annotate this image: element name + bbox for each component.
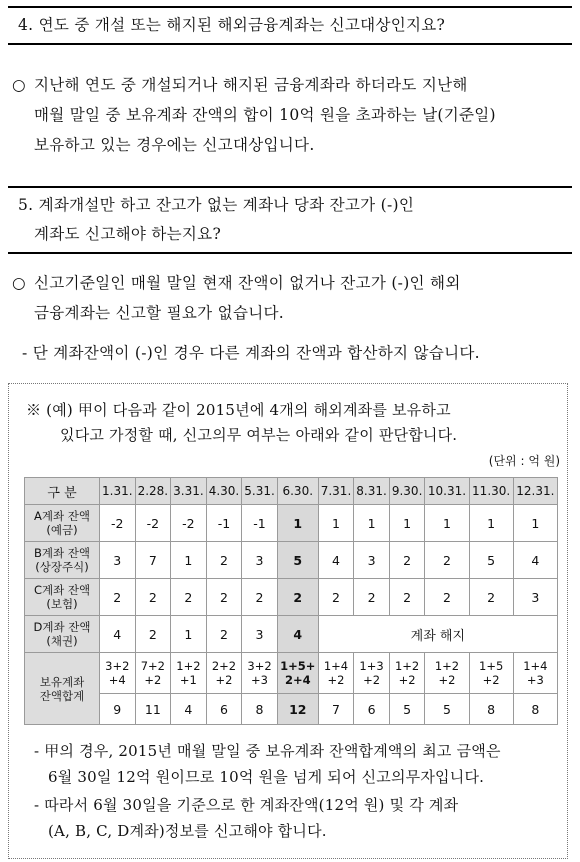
formula-line2: +2 — [215, 673, 233, 687]
table-cell: 1 — [318, 505, 354, 542]
table-cell: -1 — [206, 505, 242, 542]
sum-value-cell: 8 — [242, 694, 278, 725]
row-label-line1: B계좌 잔액 — [34, 546, 90, 560]
table-cell: 1 — [469, 505, 513, 542]
note-1-line2: 6월 30일 12억 원이므로 10억 원을 넘게 되어 신고의무자입니다. — [48, 768, 485, 786]
table-cell: 2 — [242, 579, 278, 616]
formula-line2: 2+4 — [284, 673, 311, 687]
balance-table — [24, 477, 558, 725]
table-cell: 2 — [206, 616, 242, 653]
question-5-line1: 5. 계좌개설만 하고 잔고가 없는 계좌나 당좌 잔고가 (-)인 — [18, 196, 415, 214]
example-note-1 — [34, 738, 566, 790]
month-header: 11.30. — [469, 478, 513, 505]
table-cell: 2 — [469, 579, 513, 616]
table-cell: 1 — [354, 505, 390, 542]
sum-value-cell: 8 — [469, 694, 513, 725]
table-cell: 3 — [354, 542, 390, 579]
table-cell: 2 — [135, 579, 171, 616]
table-row — [25, 579, 558, 616]
table-cell: -2 — [135, 505, 171, 542]
sum-formula-cell-highlight — [277, 653, 318, 694]
table-header-label: 구 분 — [25, 478, 100, 505]
table-cell: 3 — [513, 579, 557, 616]
row-label — [25, 505, 100, 542]
formula-line2: +3 — [251, 673, 268, 687]
formula-line1: 3+2 — [105, 659, 130, 673]
table-cell: 5 — [469, 542, 513, 579]
sum-formula-cell — [513, 653, 557, 694]
month-header: 5.31. — [242, 478, 278, 505]
month-header: 6.30. — [277, 478, 318, 505]
formula-line1: 1+5 — [479, 659, 504, 673]
month-header: 2.28. — [135, 478, 171, 505]
table-cell: 3 — [242, 616, 278, 653]
sum-row-label — [25, 653, 100, 725]
sum-value-cell: 11 — [135, 694, 171, 725]
table-cell: 2 — [100, 579, 136, 616]
table-cell-highlight: 4 — [277, 616, 318, 653]
question-4-text: 4. 연도 중 개설 또는 해지된 해외금융계좌는 신고대상인지요? — [18, 16, 446, 34]
answer-5-dash-note: - 단 계좌잔액이 (-)인 경우 다른 계좌의 잔액과 합산하지 않습니다. — [22, 344, 480, 362]
sum-value-cell: 4 — [171, 694, 207, 725]
row-label-line1: A계좌 잔액 — [34, 509, 90, 523]
answer-4-line3: 보유하고 있는 경우에는 신고대상입니다. — [34, 136, 315, 154]
answer-4-line1: 지난해 연도 중 개설되거나 해지된 금융계좌라 하더라도 지난해 — [34, 76, 468, 94]
row-label-line2: (예금) — [46, 523, 78, 537]
row-label-line2: (채권) — [46, 634, 78, 648]
table-cell: 2 — [354, 579, 390, 616]
answer-4 — [12, 70, 572, 160]
table-cell: 2 — [425, 542, 469, 579]
sum-value-cell: 7 — [318, 694, 354, 725]
formula-line1: 1+5+ — [280, 659, 316, 673]
table-cell: 4 — [318, 542, 354, 579]
table-cell: 4 — [513, 542, 557, 579]
table-row — [25, 505, 558, 542]
table-cell: 2 — [135, 616, 171, 653]
table-header-row — [25, 478, 558, 505]
formula-line1: 2+2 — [211, 659, 237, 673]
account-closed-cell: 계좌 해지 — [318, 616, 557, 653]
table-cell: 1 — [513, 505, 557, 542]
formula-line2: +2 — [438, 673, 456, 687]
sum-value-cell-highlight: 12 — [277, 694, 318, 725]
table-cell: 2 — [318, 579, 354, 616]
row-label-line2: (보험) — [46, 597, 78, 611]
answer-5-line1: 신고기준일인 매월 말일 현재 잔액이 없거나 잔고가 (-)인 해외 — [34, 274, 461, 292]
month-header: 7.31. — [318, 478, 354, 505]
sum-formula-cell — [135, 653, 171, 694]
table-cell: 2 — [389, 542, 425, 579]
example-intro — [26, 398, 566, 448]
table-cell: -1 — [242, 505, 278, 542]
table-cell: 7 — [135, 542, 171, 579]
formula-line1: 3+2 — [247, 659, 272, 673]
table-row — [25, 542, 558, 579]
sum-value-cell: 5 — [425, 694, 469, 725]
formula-line1: 1+4 — [323, 659, 349, 673]
formula-line1: 1+2 — [434, 659, 460, 673]
note-1-line1: - 甲의 경우, 2015년 매월 말일 중 보유계좌 잔액합계액의 최고 금액은 — [34, 742, 501, 760]
sum-value-cell: 5 — [389, 694, 425, 725]
answer-4-line2: 매월 말일 중 보유계좌 잔액의 합이 10억 원을 초과하는 날(기준일) — [34, 106, 496, 124]
answer-5 — [12, 268, 572, 328]
table-cell: 1 — [171, 542, 207, 579]
table-cell-highlight: 1 — [277, 505, 318, 542]
table-cell: 2 — [389, 579, 425, 616]
sum-formula-cell — [171, 653, 207, 694]
row-label-line1: D계좌 잔액 — [33, 620, 91, 634]
formula-line1: 7+2 — [140, 659, 165, 673]
month-header: 3.31. — [171, 478, 207, 505]
table-cell: 1 — [171, 616, 207, 653]
formula-line2: +3 — [526, 673, 544, 687]
table-cell: 3 — [100, 542, 136, 579]
sum-formula-cell — [206, 653, 242, 694]
sum-value-cell: 8 — [513, 694, 557, 725]
month-header: 12.31. — [513, 478, 557, 505]
unit-label: (단위 : 억 원) — [488, 454, 560, 468]
sum-formula-cell — [389, 653, 425, 694]
table-cell: 2 — [425, 579, 469, 616]
question-4 — [8, 6, 572, 45]
sum-formula-cell — [318, 653, 354, 694]
sum-value-cell: 6 — [354, 694, 390, 725]
answer-5-line2: 금융계좌는 신고할 필요가 없습니다. — [34, 304, 285, 322]
sum-formula-cell — [242, 653, 278, 694]
table-cell: 3 — [242, 542, 278, 579]
table-cell: 1 — [389, 505, 425, 542]
row-label — [25, 616, 100, 653]
formula-line2: +2 — [144, 673, 162, 687]
month-header: 9.30. — [389, 478, 425, 505]
table-cell: 1 — [425, 505, 469, 542]
sum-label-line2: 잔액합계 — [39, 688, 85, 703]
table-cell: -2 — [100, 505, 136, 542]
formula-line2: +2 — [363, 673, 381, 687]
row-label-line2: (상장주식) — [35, 560, 89, 574]
bullet-circle-icon: ○ — [12, 274, 26, 292]
formula-line2: +2 — [327, 673, 345, 687]
row-label — [25, 542, 100, 579]
table-cell: 2 — [171, 579, 207, 616]
formula-line2: +1 — [179, 673, 197, 687]
sum-formula-cell — [425, 653, 469, 694]
table-cell-highlight: 5 — [277, 542, 318, 579]
question-5 — [8, 186, 572, 254]
table-cell: 4 — [100, 616, 136, 653]
formula-line2: +4 — [108, 673, 126, 687]
sum-formula-cell — [469, 653, 513, 694]
formula-line1: 1+2 — [394, 659, 420, 673]
note-2-line1: - 따라서 6월 30일을 기준으로 한 계좌잔액(12억 원) 및 각 계좌 — [34, 796, 459, 814]
bullet-circle-icon: ○ — [12, 76, 26, 94]
sum-formula-row — [25, 653, 558, 694]
sum-label-line1: 보유계좌 — [39, 674, 85, 689]
sum-formula-cell — [354, 653, 390, 694]
question-5-line2: 계좌도 신고해야 하는지요? — [34, 225, 222, 243]
table-cell-highlight: 2 — [277, 579, 318, 616]
formula-line2: +2 — [398, 673, 416, 687]
formula-line1: 1+2 — [176, 659, 201, 673]
sum-value-cell: 9 — [100, 694, 136, 725]
formula-line2: +2 — [482, 673, 500, 687]
example-line2: 있다고 가정할 때, 신고의무 여부는 아래와 같이 판단합니다. — [60, 426, 458, 444]
month-header: 8.31. — [354, 478, 390, 505]
example-line1: ※ (예) 甲이 다음과 같이 2015년에 4개의 해외계좌를 보유하고 — [26, 401, 451, 419]
table-cell: 2 — [206, 542, 242, 579]
sum-value-row — [25, 694, 558, 725]
table-row — [25, 616, 558, 653]
month-header: 4.30. — [206, 478, 242, 505]
month-header: 1.31. — [100, 478, 136, 505]
table-cell: 2 — [206, 579, 242, 616]
month-header: 10.31. — [425, 478, 469, 505]
row-label — [25, 579, 100, 616]
row-label-line1: C계좌 잔액 — [33, 583, 91, 597]
table-cell: -2 — [171, 505, 207, 542]
formula-line1: 1+3 — [359, 659, 384, 673]
formula-line1: 1+4 — [523, 659, 548, 673]
note-2-line2: (A, B, C, D계좌)정보를 신고해야 합니다. — [48, 822, 327, 840]
example-note-2 — [34, 792, 566, 844]
sum-value-cell: 6 — [206, 694, 242, 725]
sum-formula-cell — [100, 653, 136, 694]
